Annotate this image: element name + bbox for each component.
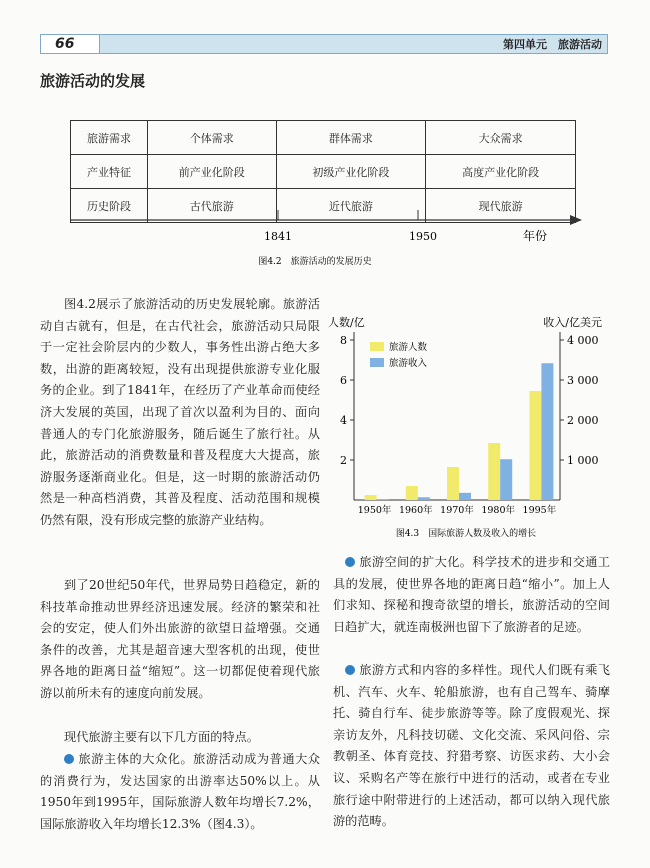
table-cell: 近代旅游 bbox=[276, 189, 426, 223]
body-paragraph: 旅游主体的大众化。旅游活动成为普通大众的消费行为，发达国家的出游率达50%以上。从1950年到1995年，国际旅游人数年均增长7.2%，国际旅游收入年均增长12.3%（图4.3）。 bbox=[40, 752, 320, 831]
table-cell: 大众需求 bbox=[426, 121, 576, 155]
table-cell: 旅游需求 bbox=[71, 121, 148, 155]
chart-caption: 图4.3 国际旅游人数及收入的增长 bbox=[395, 529, 537, 539]
list-item bbox=[333, 660, 610, 833]
table-cell: 历史阶段 bbox=[71, 189, 148, 223]
bar-visitors bbox=[447, 467, 459, 500]
y-tick-label-right: 1 000 bbox=[567, 454, 599, 467]
bar-revenue bbox=[418, 497, 430, 500]
y-tick-label-left: 8 bbox=[340, 334, 347, 347]
arrow-right-icon bbox=[570, 215, 582, 225]
tourism-development-table bbox=[70, 120, 576, 223]
timeline-label-1950: 1950 bbox=[409, 230, 437, 243]
legend-label: 旅游收入 bbox=[389, 358, 428, 369]
y-tick-label-right: 3 000 bbox=[567, 374, 599, 387]
y-tick-label-left: 4 bbox=[340, 414, 347, 427]
body-paragraph: 图4.2展示了旅游活动的历史发展轮廓。旅游活动自古就有，但是，在古代社会，旅游活动只局限于一定社会阶层内的少数人，事务性出游占绝大多数，出游的距离较短，没有出现提供旅游专业化服务的企业。到了1841年，在经历了产业革命而使经济大发展的英国，出现了首次以盈利为目的、面向普通人的专门化旅游服务，随后诞生了旅行社。从此，旅游活动的消费数量和普及程度大大提高，旅游服务逐渐商业化。但是，这一时期的旅游活动仍然是一种高档消费，其普及程度、活动范围和规模仍然有限，没有形成完整的旅游产业结构。 bbox=[40, 297, 320, 527]
x-tick-label: 1980年 bbox=[481, 505, 516, 516]
x-tick-label: 1950年 bbox=[357, 505, 392, 516]
tourism-growth-chart bbox=[326, 310, 610, 548]
x-tick-label: 1995年 bbox=[522, 505, 557, 516]
bar-revenue bbox=[459, 493, 471, 500]
bullet-icon bbox=[64, 754, 74, 764]
body-paragraph: 旅游空间的扩大化。科学技术的进步和交通工具的发展，使世界各地的距离日趋“缩小”。加上人们求知、探秘和搜奇欲望的增长，旅游活动的空间日趋扩大，就连南极洲也留下了旅游者的足迹。 bbox=[333, 555, 610, 634]
y-tick-label-left: 2 bbox=[340, 454, 347, 467]
legend-swatch bbox=[370, 342, 384, 351]
section-title: 旅游活动的发展 bbox=[40, 72, 146, 90]
body-paragraph: 现代旅游主要有以下几方面的特点。 bbox=[64, 730, 259, 744]
table-cell: 古代旅游 bbox=[148, 189, 277, 223]
page-number: 66 bbox=[40, 34, 100, 54]
bar-revenue bbox=[500, 459, 512, 500]
figure-caption: 图4.2 旅游活动的发展历史 bbox=[258, 257, 372, 267]
table-row bbox=[71, 121, 576, 155]
list-item bbox=[333, 552, 610, 638]
table-cell: 初级产业化阶段 bbox=[276, 155, 426, 189]
bar-visitors bbox=[365, 495, 377, 500]
bullet-icon bbox=[345, 557, 355, 567]
legend-label: 旅游人数 bbox=[389, 342, 428, 353]
bar-revenue bbox=[541, 363, 553, 500]
bar-visitors bbox=[406, 486, 418, 500]
y-axis-label-right: 收入/亿美元 bbox=[543, 316, 602, 329]
bar-revenue bbox=[377, 499, 389, 500]
table-cell: 群体需求 bbox=[276, 121, 426, 155]
timeline-axis bbox=[0, 210, 650, 270]
body-paragraph: 旅游方式和内容的多样性。现代人们既有乘飞机、汽车、火车、轮船旅游，也有自己驾车、骑摩托、骑自行车、徒步旅游等等。除了度假观光、探亲访友外，凡科技切磋、文化交流、采风问俗、宗教朝圣、体育竞技、狩猎考察、访医求药、大小会议、采购名产等在旅行中进行的活动，或者在专业旅行途中附带进行的上述活动，都可以纳入现代旅游的范畴。 bbox=[333, 663, 610, 829]
timeline-axis-label: 年份 bbox=[522, 229, 548, 243]
x-tick-label: 1960年 bbox=[398, 505, 433, 516]
bar-visitors bbox=[529, 391, 541, 500]
legend-swatch bbox=[370, 358, 384, 367]
body-paragraph: 到了20世纪50年代，世界局势日趋稳定，新的科技革命推动世界经济迅速发展。经济的繁荣和社会的安定，使人们外出旅游的欲望日益增强。交通条件的改善，尤其是超音速大型客机的出现，使世界各地的距离日益“缩短”。这一切都促使着现代旅游以前所未有的速度向前发展。 bbox=[40, 578, 320, 700]
table-row bbox=[71, 155, 576, 189]
y-tick-label-right: 4 000 bbox=[567, 334, 599, 347]
y-axis-label-left: 人数/亿 bbox=[328, 316, 365, 329]
list-item bbox=[40, 749, 320, 835]
bullet-icon bbox=[345, 665, 355, 675]
table-cell: 现代旅游 bbox=[426, 189, 576, 223]
bar-visitors bbox=[488, 443, 500, 500]
table-cell: 产业特征 bbox=[71, 155, 148, 189]
unit-title: 第四单元 旅游活动 bbox=[503, 38, 602, 51]
y-tick-label-left: 6 bbox=[340, 374, 347, 387]
table-cell: 个体需求 bbox=[148, 121, 277, 155]
table-cell: 高度产业化阶段 bbox=[426, 155, 576, 189]
x-tick-label: 1970年 bbox=[440, 505, 474, 516]
timeline-label-1841: 1841 bbox=[264, 230, 292, 243]
y-tick-label-right: 2 000 bbox=[567, 414, 599, 427]
table-cell: 前产业化阶段 bbox=[148, 155, 277, 189]
